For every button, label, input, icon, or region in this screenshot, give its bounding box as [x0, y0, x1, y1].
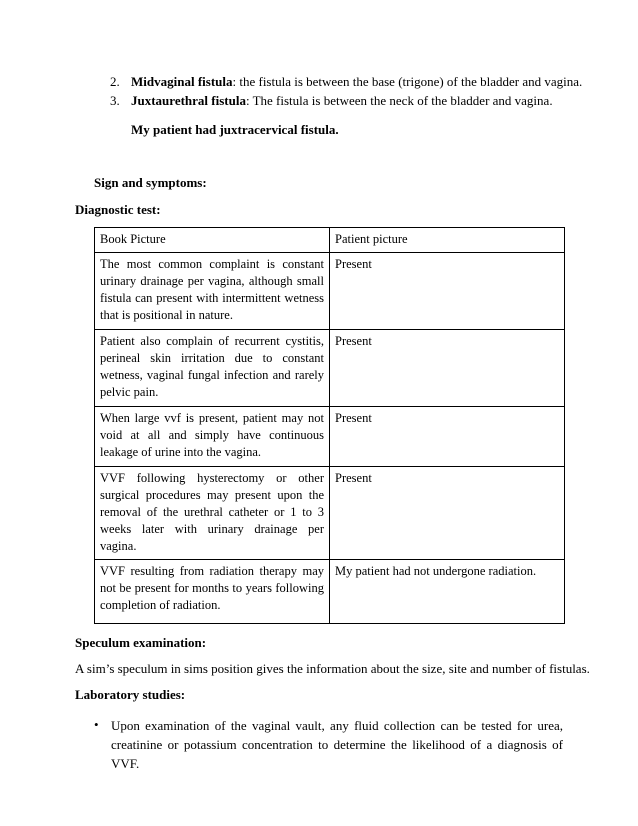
book-cell: VVF following hysterectomy or other surgical procedures may present upon the removal of the urethral catheter or 1 to 3 weeks later with urinary drainage per vagina.: [95, 467, 330, 560]
patient-cell: Present: [330, 407, 565, 467]
book-cell: When large vvf is present, patient may not void at all and simply have continuous leakage of urine into the vagina.: [95, 407, 330, 467]
lab-heading: Laboratory studies:: [75, 687, 186, 702]
list-description: : the fistula is between the base (trigone) of the bladder and vagina.: [232, 74, 583, 89]
patient-cell: Present: [330, 330, 565, 407]
table-header-patient: Patient picture: [330, 228, 565, 253]
table-header-row: [95, 228, 565, 253]
lab-bullet-text: Upon examination of the vaginal vault, any fluid collection can be tested for urea, creatinine or potassium concentration to determine the likelihood of a diagnosis of VVF.: [111, 718, 563, 771]
list-term: Midvaginal fistula: [131, 74, 233, 89]
diagnostic-heading: Diagnostic test:: [75, 202, 161, 217]
patient-cell: My patient had not undergone radiation.: [330, 560, 565, 624]
table-row: [95, 560, 565, 624]
book-cell: VVF resulting from radiation therapy may not be present for months to years following completion of radiation.: [95, 560, 330, 624]
table-row: [95, 330, 565, 407]
list-number: 3.: [110, 93, 120, 108]
book-cell: The most common complaint is constant urinary drainage per vagina, although small fistula can present with intermittent wetness that is positional in nature.: [95, 253, 330, 330]
speculum-heading: Speculum examination:: [75, 635, 207, 650]
patient-cell: Present: [330, 467, 565, 560]
diagnostic-table: [94, 227, 565, 624]
list-term: Juxtaurethral fistula: [131, 93, 246, 108]
speculum-text: A sim’s speculum in sims position gives the information about the size, site and number of fistulas.: [75, 661, 590, 676]
bullet-icon: •: [94, 717, 99, 732]
book-cell: Patient also complain of recurrent cystitis, perineal skin irritation due to constant wetness, vaginal fungal infection and rarely pelvic pain.: [95, 330, 330, 407]
table-header-book: Book Picture: [95, 228, 330, 253]
list-number: 2.: [110, 74, 120, 89]
table-row: [95, 407, 565, 467]
list-item-midvaginal: [110, 73, 582, 91]
table-row: [95, 253, 565, 330]
list-description: : The fistula is between the neck of the bladder and vagina.: [245, 93, 553, 108]
signs-heading: Sign and symptoms:: [94, 175, 207, 190]
list-item-juxtaurethral: [110, 92, 553, 110]
patient-cell: Present: [330, 253, 565, 330]
table-row: [95, 467, 565, 560]
patient-note: My patient had juxtracervical fistula.: [131, 122, 339, 137]
